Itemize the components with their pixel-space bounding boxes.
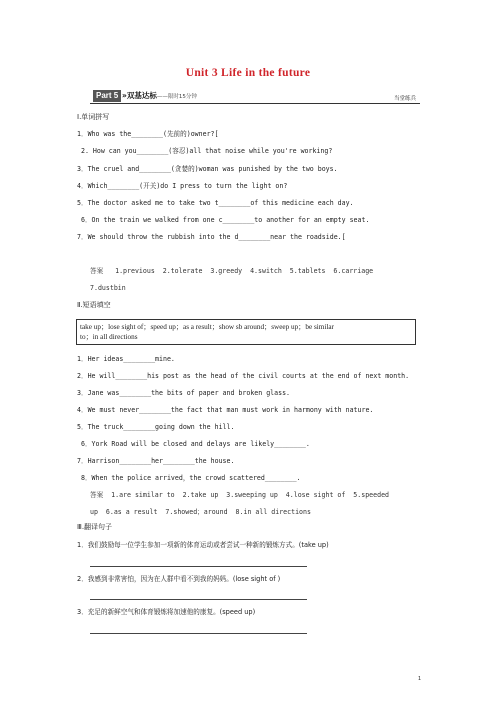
question-item: 3．Jane was________the bits of paper and broken glass. [77,389,291,397]
section-1-heading: Ⅰ.单词拼写 [77,113,110,121]
section-3-heading: Ⅲ.翻译句子 [77,523,113,531]
phrase-box-line: to；in all directions [80,333,138,341]
question-item: 2. How can you________(容忍)all that noise while you're working? [77,147,333,155]
question-item: 6．On the train we walked from one c________to another for an empty seat. [77,216,370,224]
question-item: 4．Which________(开关)do I press to turn the light on? [77,182,288,190]
question-item: 1．Who was the________(先前的)owner?[ [77,130,219,138]
answer-line: up 6.as a result 7.showed；around 8.in all directions [90,508,311,516]
question-item: 7．We should throw the rubbish into the d________near the roadside.[ [77,233,346,241]
question-item: 2．He will________his post as the head of the civil courts at the end of next month. [77,372,410,380]
translation-item: 1．我们鼓励每一位学生参加一项新的体育运动或者尝试一种新的锻炼方式。(take up) [77,541,329,549]
question-item: 4．We must never________the fact that man must work in harmony with nature. [77,406,374,414]
section-2-heading: Ⅱ.短语填空 [77,301,111,309]
translation-item: 2．我感到非常害怕，因为在人群中看不到我的妈妈。(lose sight of ) [77,575,281,583]
page-number: 1 [418,676,422,682]
answer-rule [90,566,307,567]
question-item: 6．York Road will be closed and delays are likely________. [77,440,310,448]
question-item: 5．The doctor asked me to take two t________of this medicine each day. [77,199,354,207]
question-item: 3．The cruel and________(贪婪的)woman was punished by the two boys. [77,165,338,173]
banner-right-label: 当堂练兵 [393,96,416,102]
answer-rule [90,599,307,600]
section-banner [90,88,420,104]
question-item: 8．When the police arrived，the crowd scattered________. [77,474,301,482]
question-item: 5．The truck________going down the hill. [77,423,235,431]
banner-heading-text: »双基达标 [122,91,157,100]
part-badge: Part 5 [93,90,121,102]
answer-line: 答案 1.previous 2.tolerate 3.greedy 4.switch 5.tablets 6.carriage [90,267,374,275]
phrase-box [76,319,416,345]
question-item: 1．Her ideas________mine. [77,355,175,363]
banner-subheading: ——限时15分钟 [156,94,197,100]
answer-line: 答案 1.are similar to 2.take up 3.sweeping up 4.lose sight of 5.speeded [90,491,390,499]
banner-heading [122,90,197,103]
question-item: 7．Harrison________her________the house. [77,457,235,465]
document-title: Unit 3 Life in the future [185,67,311,79]
translation-item: 3．充足的新鲜空气和体育锻炼将加速他的康复。(speed up) [77,608,256,616]
answer-line: 7.dustbin [90,284,126,292]
banner-rule [90,103,420,104]
answer-rule [90,633,307,634]
phrase-box-line: take up；lose sight of；speed up；as a result；show sb around；sweep up；be similar [80,323,334,331]
